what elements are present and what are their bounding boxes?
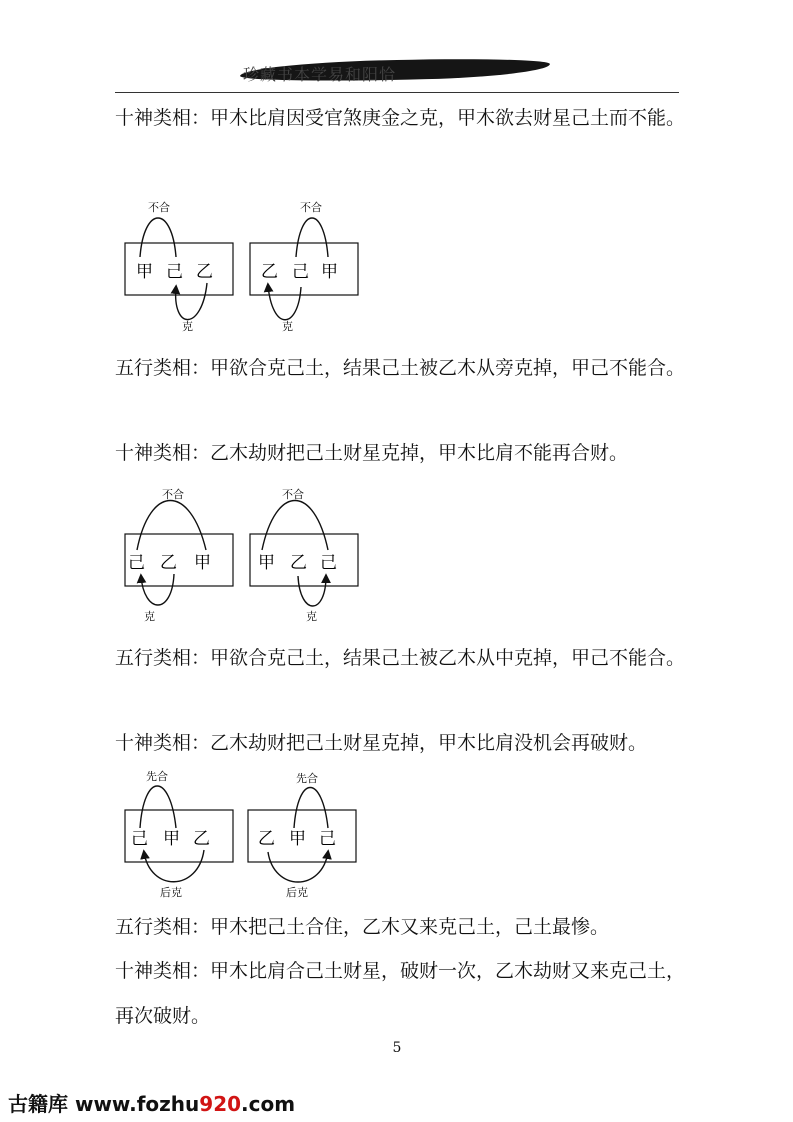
diagram-3-box-2-char-3: 己 [319, 829, 336, 849]
diagram-1-box-2-bottom-label: 克 [282, 320, 293, 333]
diagram-3-box-2-char-2: 甲 [289, 829, 306, 849]
page-number: 5 [392, 1040, 402, 1056]
paragraph-5: 十神类相：乙木劫财把己土财星克掉，甲木比肩没机会再破财。 [115, 732, 648, 754]
diagram-1-box-1-char-3: 乙 [196, 262, 213, 282]
watermark-url-accent: 920 [199, 1092, 242, 1116]
diagram-2-box-2-top-arc [262, 501, 328, 551]
diagram-2-box-1-char-1: 己 [128, 553, 145, 573]
diagram-1-box-1-bottom-label: 克 [182, 320, 193, 333]
diagram-1-box-1-top-arc [140, 218, 176, 257]
diagram-3-box-1-char-1: 己 [131, 829, 148, 849]
diagram-3-box-2-top-label: 先合 [296, 772, 318, 785]
diagram-1-svg [100, 195, 400, 340]
watermark-url [75, 1092, 295, 1116]
diagram-3 [100, 766, 400, 906]
diagram-2-svg [100, 484, 400, 629]
diagram-1-box-1-char-1: 甲 [136, 262, 153, 282]
diagram-3-box-2-top-arc [294, 788, 328, 829]
paragraph-7: 十神类相：甲木比肩合己土财星，破财一次，乙木劫财又来克己土，再次破财。 [115, 960, 686, 1027]
watermark-url-suffix: .com [241, 1092, 296, 1116]
diagram-1-box-2-char-1: 乙 [261, 262, 278, 282]
watermark-url-prefix: www.fozhu [74, 1092, 200, 1116]
paragraph-4: 五行类相：甲欲合克己土，结果己土被乙木从中克掉，甲己不能合。 [115, 647, 686, 669]
header-rule [115, 92, 679, 93]
diagram-3-box-2-char-1: 乙 [258, 829, 275, 849]
diagram-1 [100, 195, 400, 340]
header-title: 珍藏书本学易和阳恰 [243, 65, 397, 84]
paragraph-2: 五行类相：甲欲合克己土，结果己土被乙木从旁克掉，甲己不能合。 [115, 357, 686, 379]
diagram-1-box-2-top-label: 不合 [300, 201, 322, 214]
diagram-1-box-2-bottom-arc [268, 285, 301, 320]
diagram-3-box-1-char-3: 乙 [193, 829, 210, 849]
diagram-2-box-1-top-arc [137, 501, 206, 551]
paragraph-1: 十神类相：甲木比肩因受官煞庚金之克，甲木欲去财星己土而不能。 [115, 107, 686, 129]
diagram-1-box-1-top-label: 不合 [148, 201, 170, 214]
diagram-3-svg [100, 766, 400, 906]
diagram-2-box-2-bottom-label: 克 [306, 610, 317, 623]
diagram-2-box-1-bottom-label: 克 [144, 610, 155, 623]
diagram-1-box-2-char-3: 甲 [321, 262, 338, 282]
paragraph-6: 五行类相：甲木把己土合住，乙木又来克己土，己土最惨。 [115, 916, 610, 938]
diagram-1-box-2-char-2: 己 [292, 262, 309, 282]
diagram-1-box-1-char-2: 己 [166, 262, 183, 282]
diagram-3-box-1-bottom-label: 后克 [160, 886, 182, 899]
diagram-2-box-1-char-3: 甲 [194, 553, 211, 573]
diagram-1-box-1-bottom-arc [176, 283, 207, 320]
diagram-2-box-2-bottom-arc [298, 576, 326, 606]
diagram-2 [100, 484, 400, 629]
page-header [115, 52, 679, 96]
diagram-2-box-1-bottom-arc [141, 574, 174, 605]
diagram-2-box-2-char-3: 己 [320, 553, 337, 573]
diagram-3-box-1-top-label: 先合 [146, 770, 168, 783]
watermark-site-name: 古籍库 [8, 1092, 68, 1116]
diagram-2-box-2-top-label: 不合 [282, 488, 304, 501]
diagram-3-box-2-bottom-label: 后克 [286, 886, 308, 899]
diagram-3-box-1-bottom-arc [144, 850, 204, 882]
diagram-3-box-1-char-2: 甲 [163, 829, 180, 849]
diagram-2-box-2-char-2: 乙 [290, 553, 307, 573]
diagram-3-box-2-bottom-arc [268, 852, 328, 882]
diagram-1-box-2-top-arc [296, 218, 328, 257]
diagram-2-box-1-top-label: 不合 [162, 488, 184, 501]
diagram-2-box-2-char-1: 甲 [258, 553, 275, 573]
paragraph-3: 十神类相：乙木劫财把己土财星克掉，甲木比肩不能再合财。 [115, 442, 629, 464]
diagram-2-box-1-char-2: 乙 [160, 553, 177, 573]
diagram-3-box-1-top-arc [140, 786, 176, 828]
site-watermark [8, 1088, 295, 1117]
